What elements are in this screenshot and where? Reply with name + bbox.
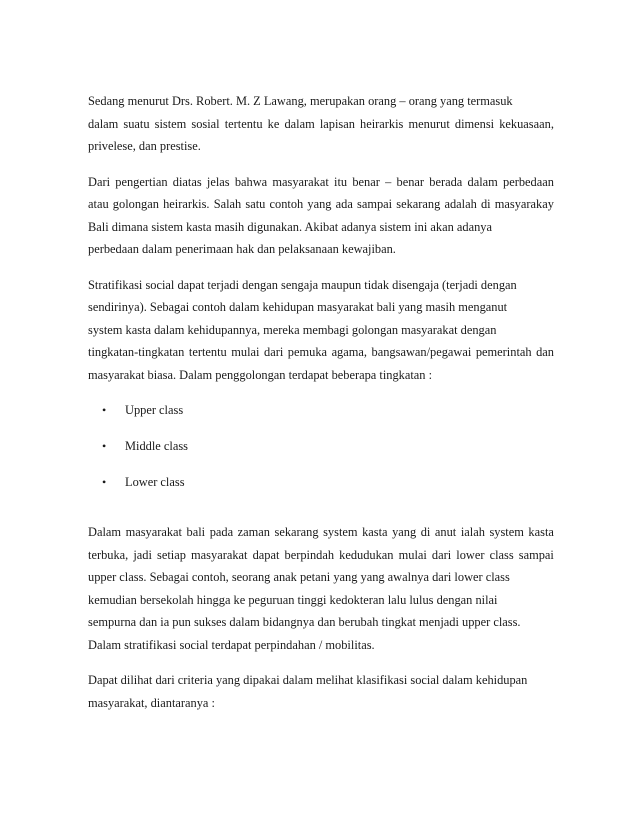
- text-line: Stratifikasi social dapat terjadi dengan sengaja maupun tidak disengaja (terjadi dengan: [88, 277, 517, 292]
- paragraph: [88, 521, 554, 656]
- bullet-text: Lower class: [125, 475, 185, 489]
- paragraphs-before-list: [88, 90, 554, 386]
- text-line: terbuka, jadi setiap masyarakat dapat berpindah kedudukan mulai dari lower class sampai: [88, 547, 554, 562]
- bullet-dot-icon: •: [102, 439, 107, 453]
- text-line: dalam suatu sistem sosial tertentu ke dalam lapisan heirarkis menurut dimensi kekuasaan,: [88, 116, 554, 131]
- text-line: system kasta dalam kehidupannya, mereka membagi golongan masyarakat dengan: [88, 322, 497, 337]
- text-line: Bali dimana sistem kasta masih digunakan. Akibat adanya sistem ini akan adanya: [88, 219, 492, 234]
- text-line: Dalam masyarakat bali pada zaman sekarang system kasta yang di anut ialah system kasta: [88, 525, 554, 539]
- bullet-item: [88, 435, 554, 471]
- bullet-text: Middle class: [125, 439, 188, 453]
- text-line: kemudian bersekolah hingga ke peguruan tinggi kedokteran lalu lulus dengan nilai: [88, 592, 498, 607]
- text-line: perbedaan dalam penerimaan hak dan pelaksanaan kewajiban.: [88, 242, 396, 256]
- class-bullet-list: [88, 399, 554, 507]
- text-line: masyarakat biasa. Dalam penggolongan terdapat beberapa tingkatan :: [88, 367, 433, 382]
- paragraph: [88, 669, 554, 714]
- paragraph: [88, 274, 554, 387]
- bullet-text: Upper class: [125, 403, 184, 417]
- text-line: sendirinya). Sebagai contoh dalam kehidupan masyarakat bali yang masih menganut: [88, 300, 508, 314]
- text-line: masyarakat, diantaranya :: [88, 695, 215, 710]
- text-line: tingkatan-tingkatan tertentu mulai dari pemuka agama, bangsawan/pegawai pemerintah dan: [88, 345, 554, 359]
- document-body: [88, 90, 554, 727]
- bullet-item: [88, 471, 554, 507]
- paragraphs-after-list: [88, 521, 554, 714]
- paragraph: [88, 171, 554, 261]
- paragraph: [88, 90, 554, 158]
- bullet-item: [88, 399, 554, 435]
- text-line: Dapat dilihat dari criteria yang dipakai dalam melihat klasifikasi social dalam kehidupan: [88, 673, 528, 687]
- bullet-dot-icon: •: [102, 475, 107, 489]
- text-line: upper class. Sebagai contoh, seorang anak petani yang yang awalnya dari lower class: [88, 570, 510, 584]
- text-line: Dalam stratifikasi social terdapat perpindahan / mobilitas.: [88, 637, 375, 652]
- text-line: sempurna dan ia pun sukses dalam bidangnya dan berubah tingkat menjadi upper class.: [88, 615, 521, 629]
- text-line: Dari pengertian diatas jelas bahwa masyarakat itu benar – benar berada dalam perbedaan: [88, 174, 554, 189]
- text-line: privelese, dan prestise.: [88, 139, 201, 153]
- bullet-dot-icon: •: [102, 403, 107, 417]
- text-line: Sedang menurut Drs. Robert. M. Z Lawang, merupakan orang – orang yang termasuk: [88, 94, 513, 108]
- text-line: atau golongan heirarkis. Salah satu contoh yang ada sampai sekarang adalah di masyarakay: [88, 197, 554, 211]
